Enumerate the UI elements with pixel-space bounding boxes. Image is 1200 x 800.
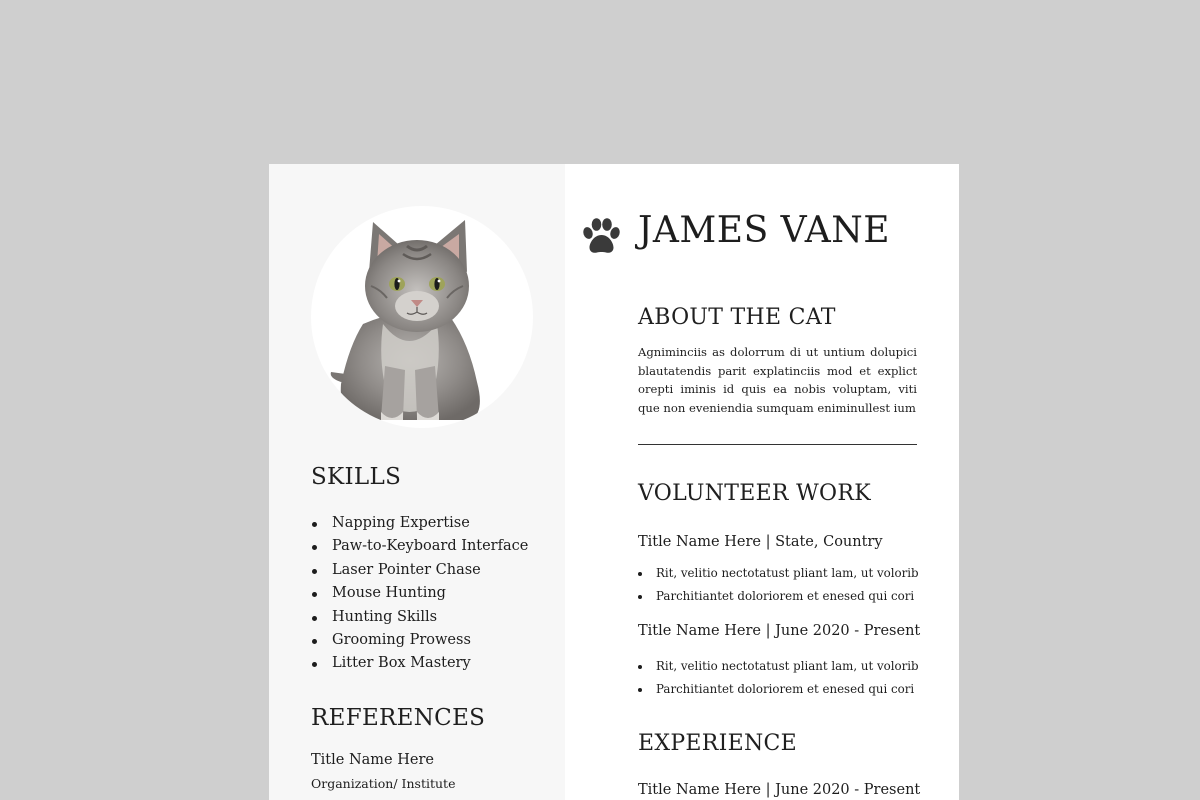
candidate-name: JAMES VANE	[638, 210, 891, 251]
experience-entry-title: Title Name Here | June 2020 - Present	[638, 782, 921, 798]
volunteer-entry-bullets	[638, 655, 919, 701]
resume-sidebar	[269, 164, 565, 800]
about-text: Agniminciis as dolorrum di ut untium dolupici blautatendis parit explatinciis mod et explict orepti iminis id quis ea nobis voluptam, viti que non eveniendia sumquam eniminullest ium	[638, 345, 917, 415]
bullet-item: Rit, velitio nectotatust pliant lam, ut volorib	[638, 655, 919, 678]
cat-photo-illustration	[311, 206, 533, 428]
skills-list	[311, 512, 528, 676]
volunteer-entry-bullets	[638, 562, 919, 608]
volunteer-entry-title: Title Name Here | State, Country	[638, 534, 883, 550]
reference-title: Title Name Here	[311, 752, 434, 768]
paw-print-icon	[580, 216, 622, 258]
section-divider	[638, 444, 917, 445]
volunteer-heading: VOLUNTEER WORK	[638, 481, 871, 506]
skill-item: Grooming Prowess	[311, 629, 528, 652]
experience-heading: EXPERIENCE	[638, 731, 798, 756]
profile-photo	[311, 206, 533, 428]
skill-item: Litter Box Mastery	[311, 652, 528, 675]
resume-page	[269, 164, 959, 800]
volunteer-entry-title: Title Name Here | June 2020 - Present	[638, 623, 921, 639]
skill-item: Napping Expertise	[311, 512, 528, 535]
skill-item: Hunting Skills	[311, 606, 528, 629]
bullet-item: Parchitiantet doloriorem et enesed qui cori	[638, 585, 919, 608]
about-heading: ABOUT THE CAT	[638, 305, 836, 330]
bullet-item: Parchitiantet doloriorem et enesed qui cori	[638, 678, 919, 701]
skill-item: Laser Pointer Chase	[311, 559, 528, 582]
skills-heading: SKILLS	[311, 464, 402, 490]
skill-item: Mouse Hunting	[311, 582, 528, 605]
references-heading: REFERENCES	[311, 705, 486, 731]
reference-organization: Organization/ Institute	[311, 776, 456, 791]
skill-item: Paw-to-Keyboard Interface	[311, 535, 528, 558]
bullet-item: Rit, velitio nectotatust pliant lam, ut volorib	[638, 562, 919, 585]
